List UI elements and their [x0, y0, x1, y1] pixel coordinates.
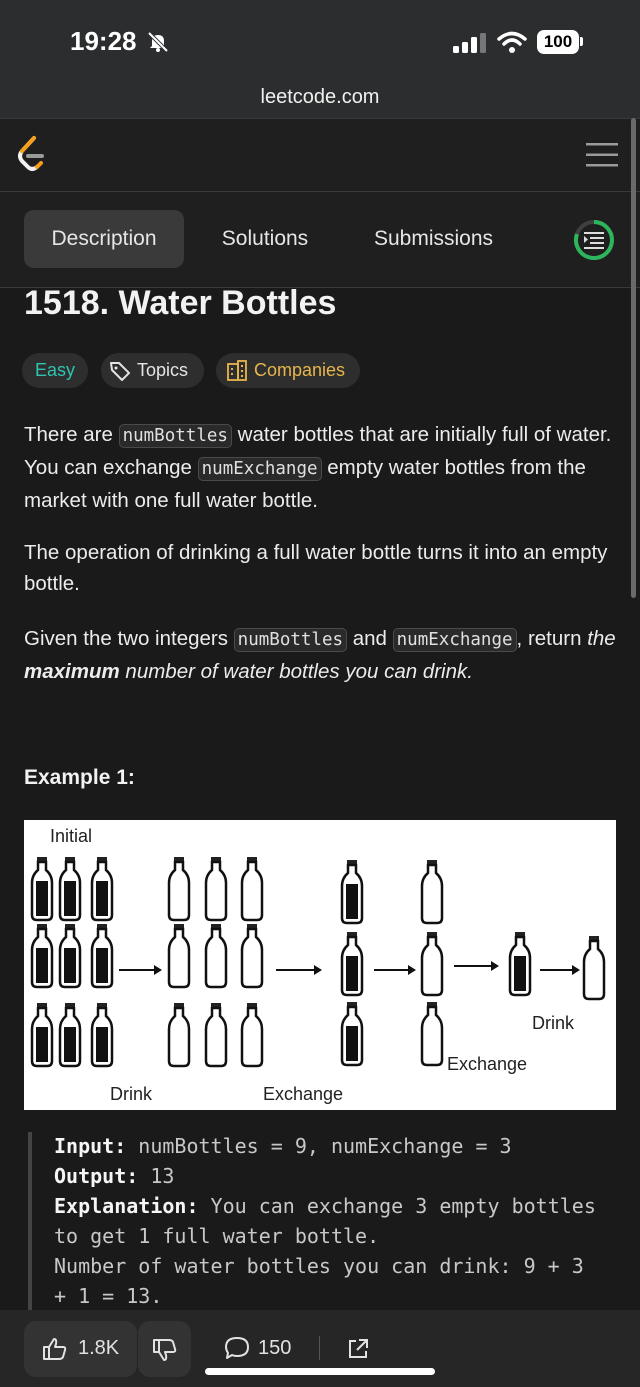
- full-bottle: [92, 1003, 112, 1066]
- thumbs-up-icon: [42, 1336, 68, 1362]
- full-bottle: [510, 932, 530, 995]
- p1-text-b: water bottles that are initially full of water. You can exchange: [24, 423, 612, 479]
- address-bar[interactable]: [0, 78, 640, 119]
- arrow-head: [314, 965, 322, 975]
- full-bottle: [342, 860, 362, 923]
- figure-label-exchange-1: Exchange: [263, 1084, 344, 1104]
- battery-tip: [580, 37, 583, 46]
- example-explanation-line-4: + 1 = 13.: [54, 1284, 163, 1308]
- divider: [319, 1336, 320, 1360]
- battery-level: 100: [537, 30, 579, 54]
- output-value: 13: [138, 1164, 175, 1188]
- share-icon[interactable]: [346, 1337, 370, 1361]
- home-indicator: [205, 1368, 435, 1375]
- bell-slash-icon: [146, 30, 170, 54]
- cellular-signal-icon: [453, 33, 487, 53]
- arrow-head: [572, 965, 580, 975]
- tab-submissions[interactable]: Submissions: [373, 227, 494, 250]
- example-explanation-line-3: Number of water bottles you can drink: 9 + 3: [54, 1254, 584, 1278]
- example-explanation-line-1: [54, 1194, 596, 1218]
- topics-tag[interactable]: [101, 353, 204, 388]
- full-bottle: [32, 857, 52, 920]
- full-bottle: [60, 1003, 80, 1066]
- explanation-label: Explanation:: [54, 1194, 199, 1218]
- full-bottle: [92, 857, 112, 920]
- figure-label-drink-2: Drink: [532, 1013, 575, 1033]
- empty-bottle: [206, 924, 226, 987]
- difficulty-badge: Easy: [22, 353, 88, 388]
- empty-bottle: [242, 857, 262, 920]
- full-bottle: [92, 924, 112, 987]
- leetcode-logo-icon[interactable]: [14, 135, 50, 175]
- description-paragraph-2: The operation of drinking a full water bottle turns it into an empty bottle.: [24, 541, 608, 595]
- code-numExchange: numExchange: [198, 457, 322, 481]
- full-bottle: [342, 1002, 362, 1065]
- description-paragraph-1: [24, 419, 624, 516]
- tag-icon: [109, 360, 131, 382]
- empty-bottle: [422, 860, 442, 923]
- p3-text-a: Given the two integers: [24, 627, 234, 650]
- code-numBottles-2: numBottles: [234, 628, 347, 652]
- comment-count[interactable]: 150: [258, 1337, 292, 1359]
- input-label: Input:: [54, 1134, 127, 1158]
- empty-bottle: [422, 1002, 442, 1065]
- empty-bottle: [206, 857, 226, 920]
- p3-text-d: the: [587, 627, 616, 650]
- companies-label: Companies: [254, 360, 346, 380]
- page-scrollbar[interactable]: [631, 118, 636, 598]
- example-explanation-line-2: to get 1 full water bottle.: [54, 1224, 380, 1248]
- arrow-head: [408, 965, 416, 975]
- status-time: 19:28: [70, 26, 137, 56]
- full-bottle: [60, 924, 80, 987]
- topics-label: Topics: [137, 360, 189, 380]
- progress-list-icon[interactable]: [571, 220, 617, 260]
- dislike-button[interactable]: [138, 1321, 191, 1377]
- problem-title: 1518. Water Bottles: [24, 284, 337, 322]
- like-button[interactable]: [24, 1321, 137, 1377]
- empty-bottle: [169, 924, 189, 987]
- companies-tag[interactable]: [216, 353, 360, 388]
- building-icon: [226, 360, 248, 382]
- full-bottle: [60, 857, 80, 920]
- thumbs-down-icon: [152, 1337, 178, 1363]
- problem-tabs: [0, 192, 640, 288]
- example-output-line: [54, 1164, 174, 1188]
- p3-emphasis: maximum: [24, 660, 120, 683]
- example-title: Example 1:: [24, 766, 135, 789]
- input-value: numBottles = 9, numExchange = 3: [126, 1134, 512, 1158]
- hamburger-menu-icon[interactable]: [586, 141, 618, 169]
- full-bottle: [32, 924, 52, 987]
- like-count: 1.8K: [78, 1337, 120, 1359]
- full-bottle: [342, 932, 362, 995]
- arrow-head: [154, 965, 162, 975]
- bottles-diagram: [24, 820, 616, 1110]
- p3-text-c: , return: [516, 627, 588, 650]
- site-header: [0, 119, 640, 192]
- wifi-icon: [497, 30, 527, 54]
- description-paragraph-3: [24, 623, 624, 687]
- p1-text-a: There are: [24, 423, 119, 446]
- status-bar: [0, 0, 640, 78]
- url-text: leetcode.com: [260, 86, 380, 108]
- p3-text-b: and: [347, 627, 393, 650]
- empty-bottle: [169, 857, 189, 920]
- example-io-block: [28, 1132, 640, 1310]
- empty-bottle: [169, 1003, 189, 1066]
- p3-text-f: number of water bottles you can drink.: [119, 660, 473, 683]
- code-numBottles: numBottles: [119, 424, 232, 448]
- arrow-head: [491, 961, 499, 971]
- p1-text-c: empty water bottles from the market with one full water bottle.: [24, 456, 586, 512]
- explanation-text-1: You can exchange 3 empty bottles: [198, 1194, 596, 1218]
- empty-bottle: [242, 1003, 262, 1066]
- code-numExchange-2: numExchange: [393, 628, 517, 652]
- comment-icon[interactable]: [224, 1336, 250, 1360]
- figure-label-exchange-2: Exchange: [447, 1054, 528, 1074]
- example-figure: [24, 820, 616, 1110]
- empty-bottle: [584, 936, 604, 999]
- example-input-line: [54, 1134, 512, 1158]
- tab-description[interactable]: Description: [24, 210, 184, 268]
- full-bottle: [32, 1003, 52, 1066]
- figure-label-drink-1: Drink: [110, 1084, 153, 1104]
- figure-label-initial: Initial: [50, 826, 93, 846]
- empty-bottle: [422, 932, 442, 995]
- empty-bottle: [242, 924, 262, 987]
- tab-solutions[interactable]: Solutions: [221, 227, 309, 250]
- empty-bottle: [206, 1003, 226, 1066]
- output-label: Output:: [54, 1164, 139, 1188]
